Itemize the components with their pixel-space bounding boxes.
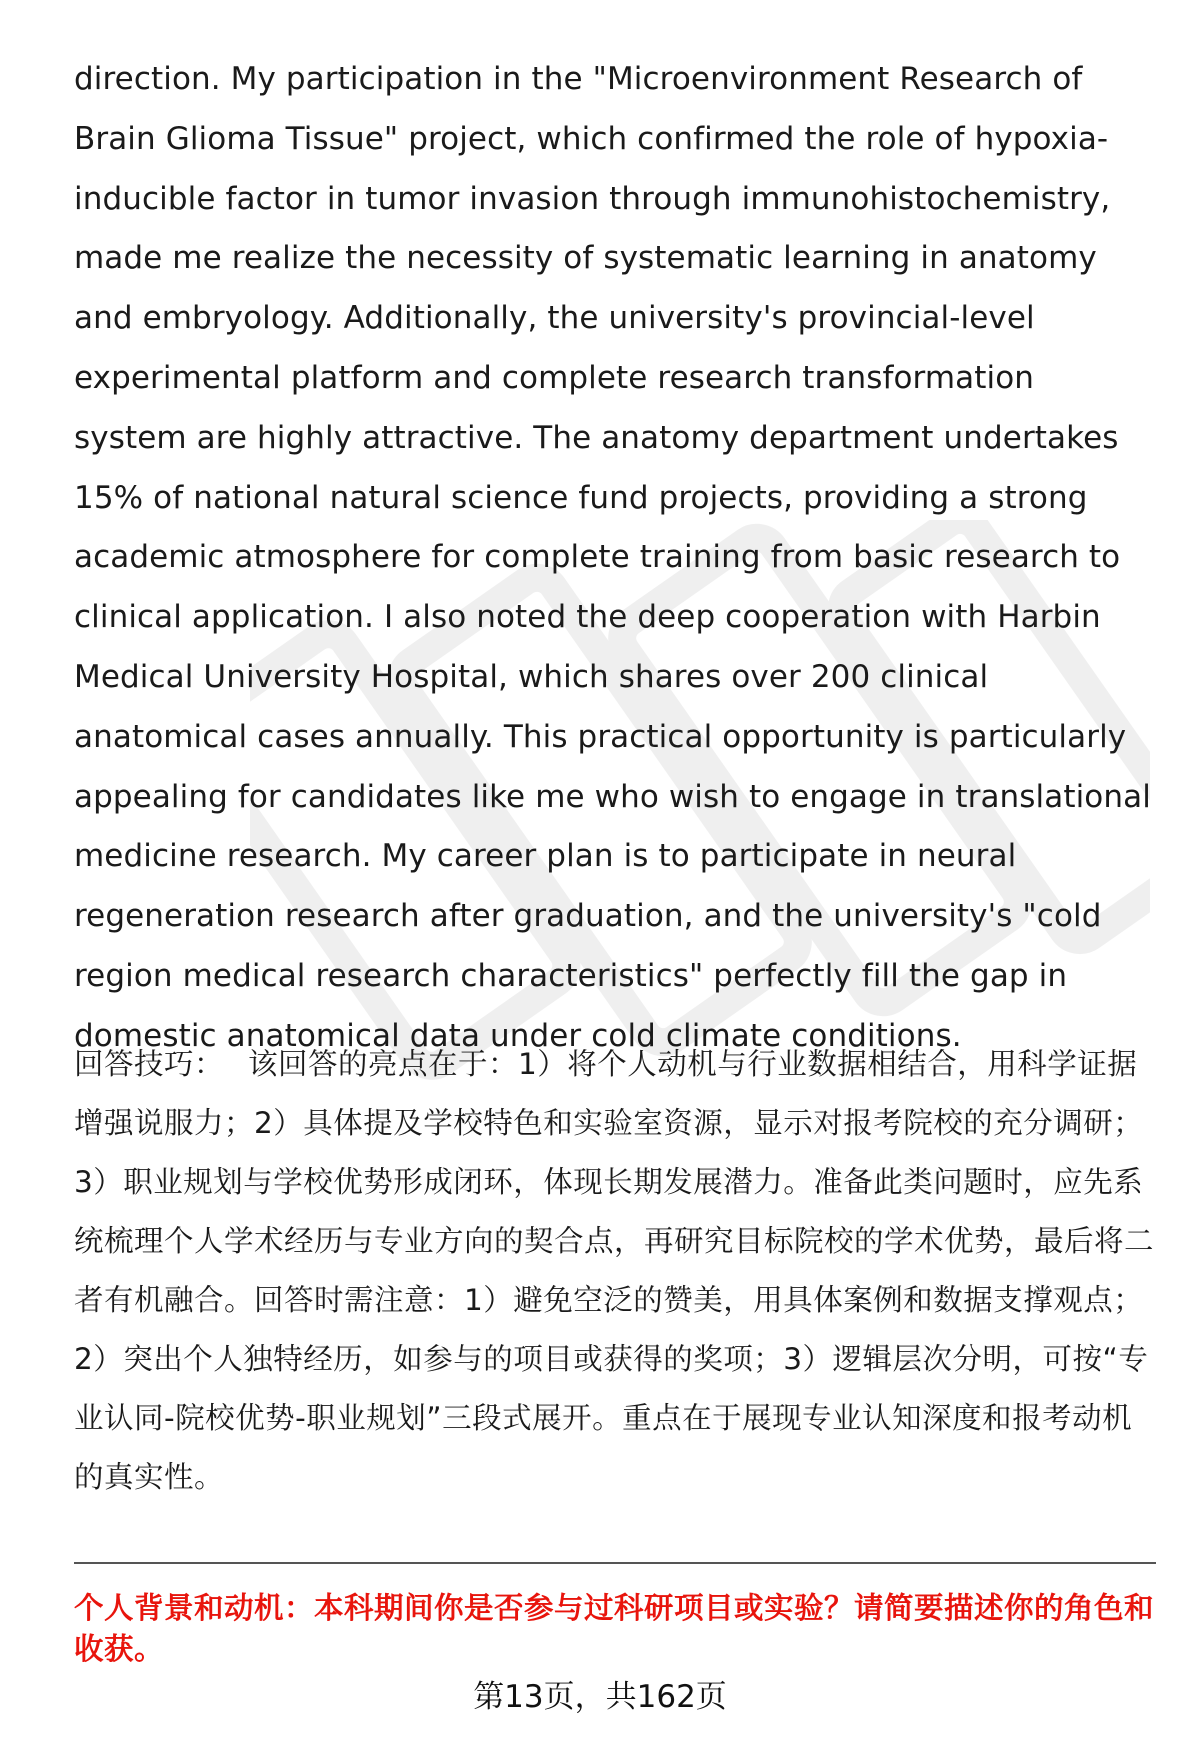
section-divider	[74, 1562, 1156, 1564]
answer-tips-paragraph	[74, 1035, 1154, 1507]
answer-paragraph: direction. My participation in the "Microenvironment Research of Brain Glioma Tissue" project, which confirmed the role of hypoxia-inducible factor in tumor invasion through immunohistochemistry, made me realize the necessity of systematic learning in anatomy and embryology. Additionally, the university's provincial-level experimental platform and complete research transformation system are highly attractive. The anatomy department undertakes 15% of national natural science fund projects, providing a strong academic atmosphere for complete training from basic research to clinical application. I also noted the deep cooperation with Harbin Medical University Hospital, which shares over 200 clinical anatomical cases annually. This practical opportunity is particularly appealing for candidates like me who wish to engage in translational medicine research. My career plan is to participate in neural regeneration research after graduation, and the university's "cold region medical research characteristics" perfectly fill the gap in domestic anatomical data under cold climate conditions.	[74, 61, 1151, 1054]
tips-body: 该回答的亮点在于：1）将个人动机与行业数据相结合，用科学证据增强说服力；2）具体提及学校特色和实验室资源，显示对报考院校的充分调研；3）职业规划与学校优势形成闭环，体现长期发展潜力。准备此类问题时，应先系统梳理个人学术经历与专业方向的契合点，再研究目标院校的学术优势，最后将二者有机融合。回答时需注意：1）避免空泛的赞美，用具体案例和数据支撑观点；2）突出个人独特经历，如参与的项目或获得的奖项；3）逻辑层次分明，可按“专业认同-院校优势-职业规划”三段式展开。重点在于展现专业认知深度和报考动机的真实性。	[74, 1047, 1155, 1494]
page-number: 第13页，共162页	[473, 1679, 727, 1715]
next-question-heading: 个人背景和动机：本科期间你是否参与过科研项目或实验？请简要描述你的角色和收获。	[74, 1591, 1155, 1666]
tips-label: 回答技巧：	[74, 1047, 225, 1081]
